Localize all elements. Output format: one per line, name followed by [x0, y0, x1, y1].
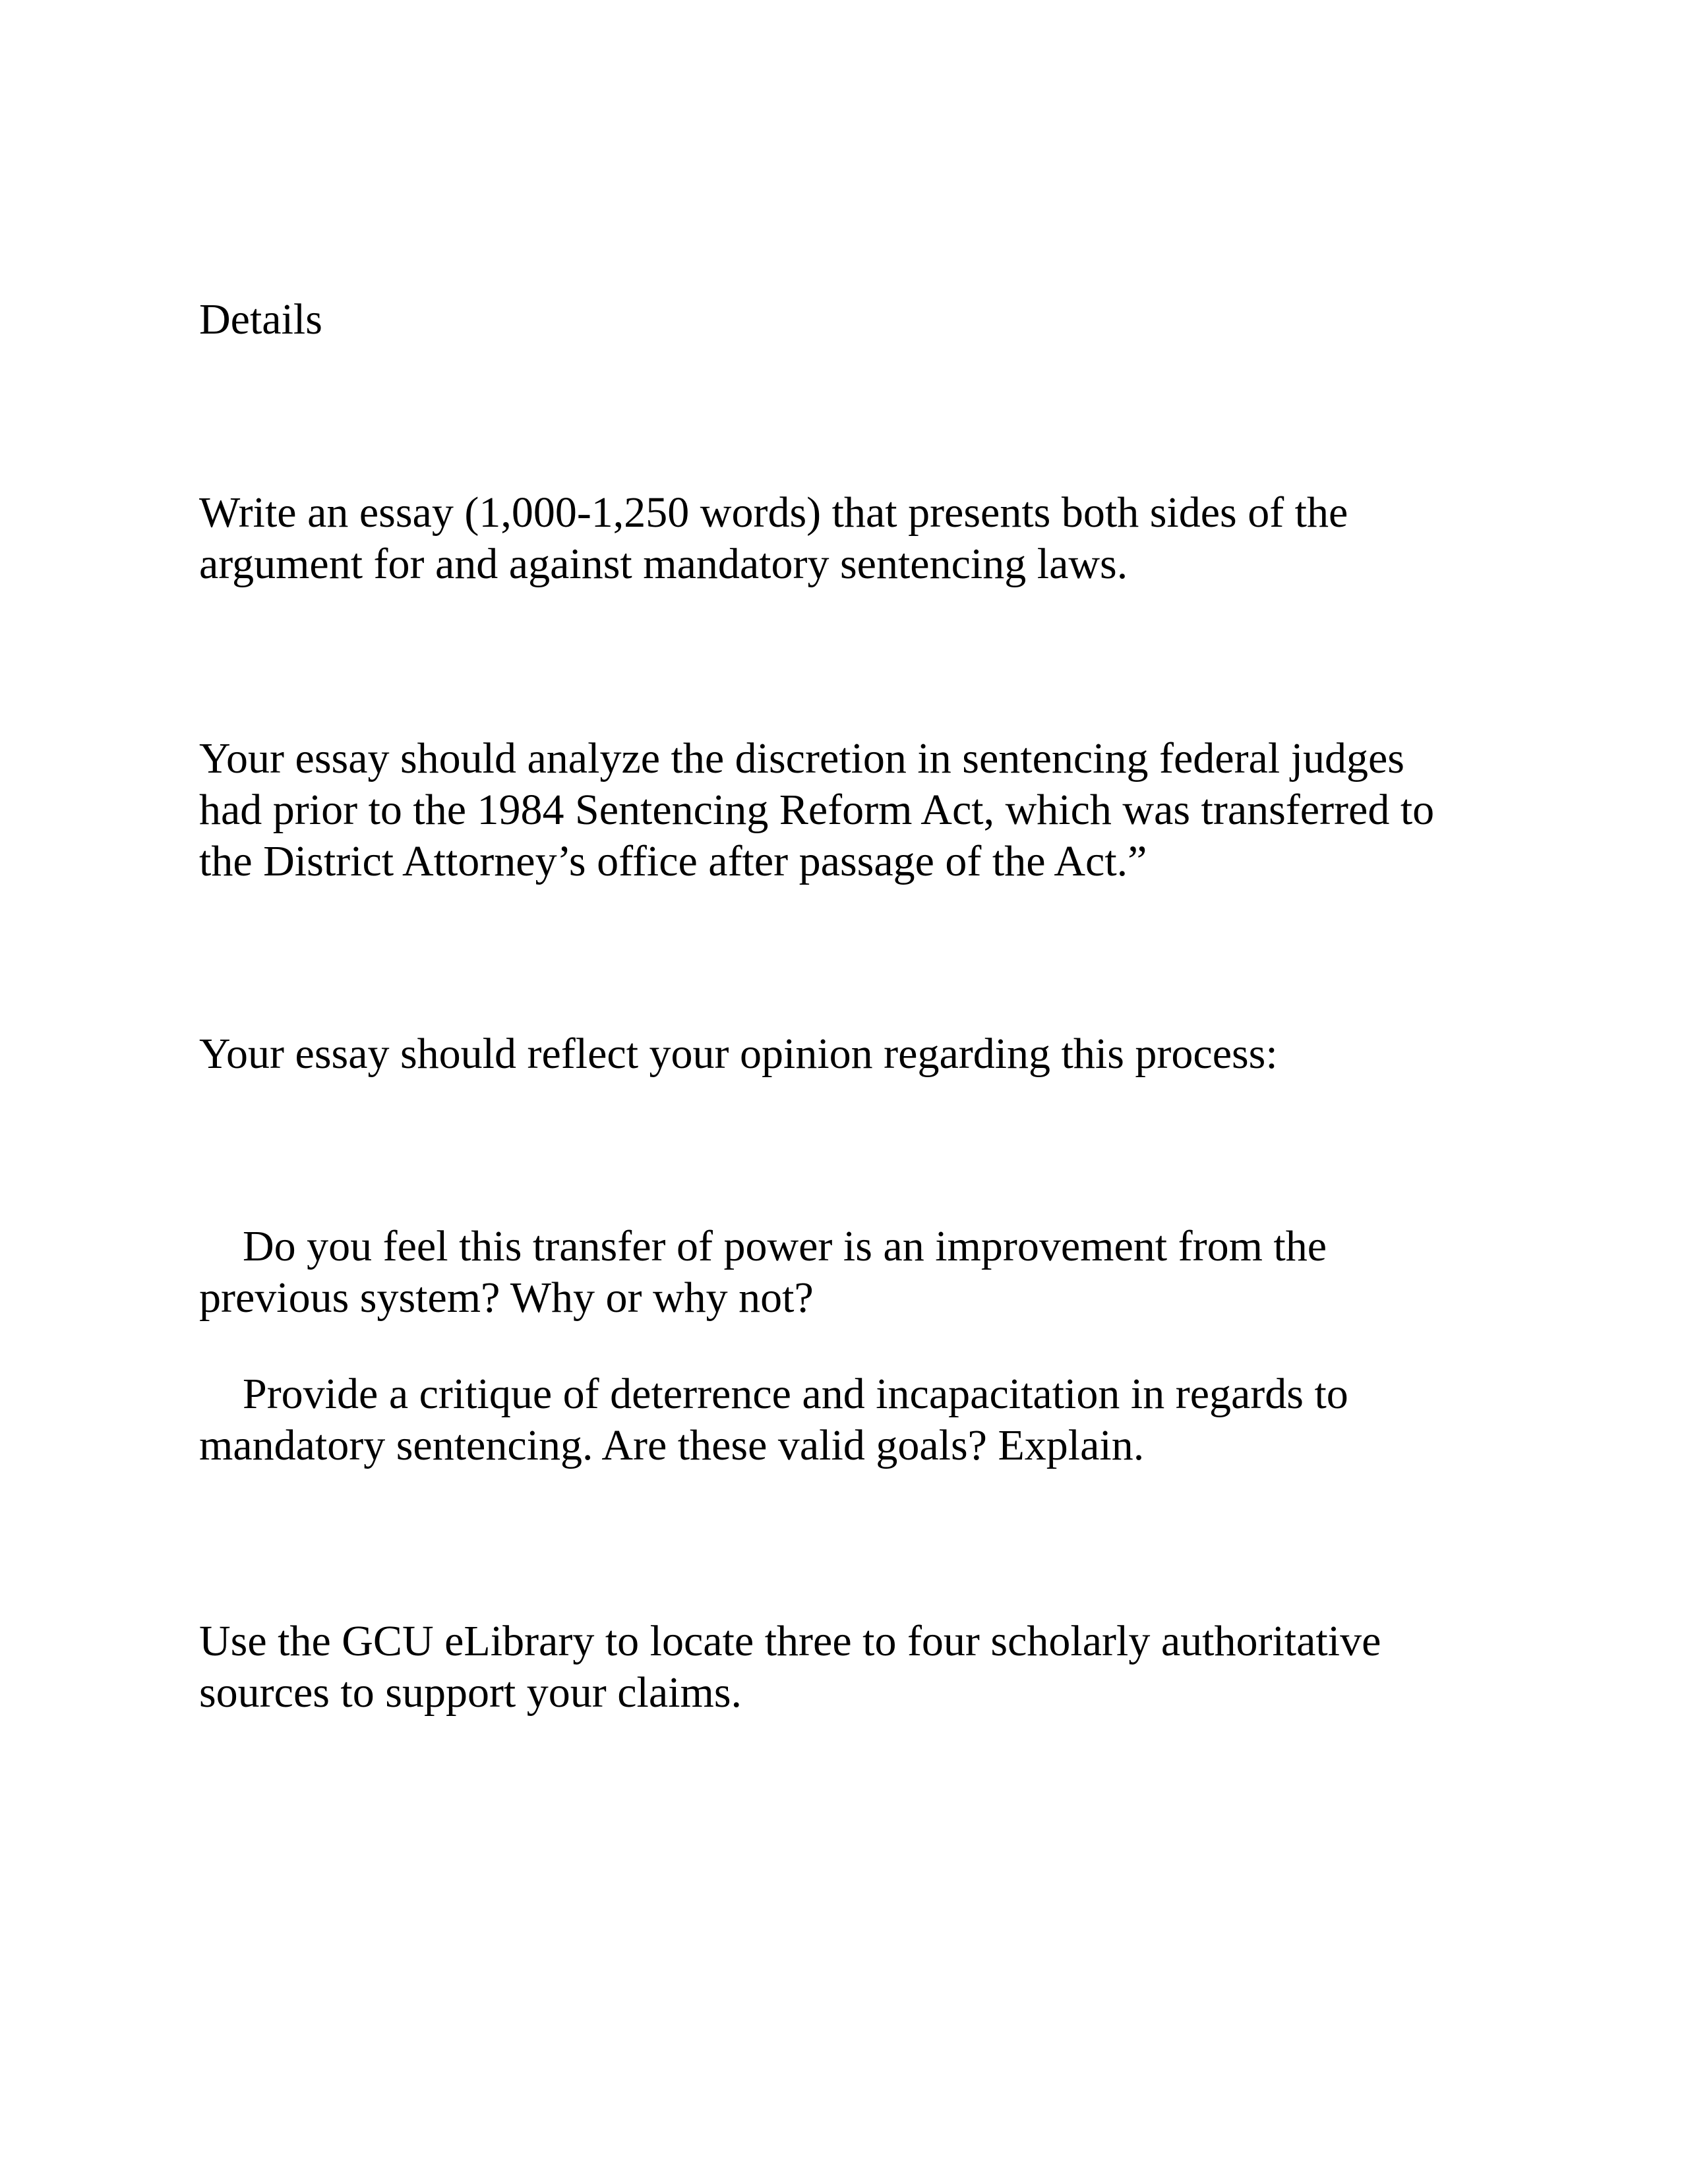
paragraph-transfer-question: Do you feel this transfer of power is an improvement from the previous system? Why or why not? — [199, 1222, 1327, 1322]
paragraph-critique-question: Provide a critique of deterrence and incapacitation in regards to mandatory sentencing. Are these valid goals? Explain. — [199, 1370, 1348, 1469]
paragraph-analysis-instructions: Your essay should analyze the discretion in sentencing federal judges had prior to the 1984 Sentencing Reform Act, which was transferred to the District Attorney’s office after passage of the Act.” — [199, 734, 1435, 885]
paragraph-source-instructions: Use the GCU eLibrary to locate three to four scholarly authoritative sources to support your claims. — [199, 1617, 1381, 1717]
paragraph-opinion-instructions: Your essay should reflect your opinion regarding this process: — [199, 1030, 1278, 1078]
paragraph-essay-requirements: Write an essay (1,000-1,250 words) that presents both sides of the argument for and against mandatory sentencing laws. — [199, 488, 1348, 588]
document-heading: Details — [199, 295, 322, 343]
